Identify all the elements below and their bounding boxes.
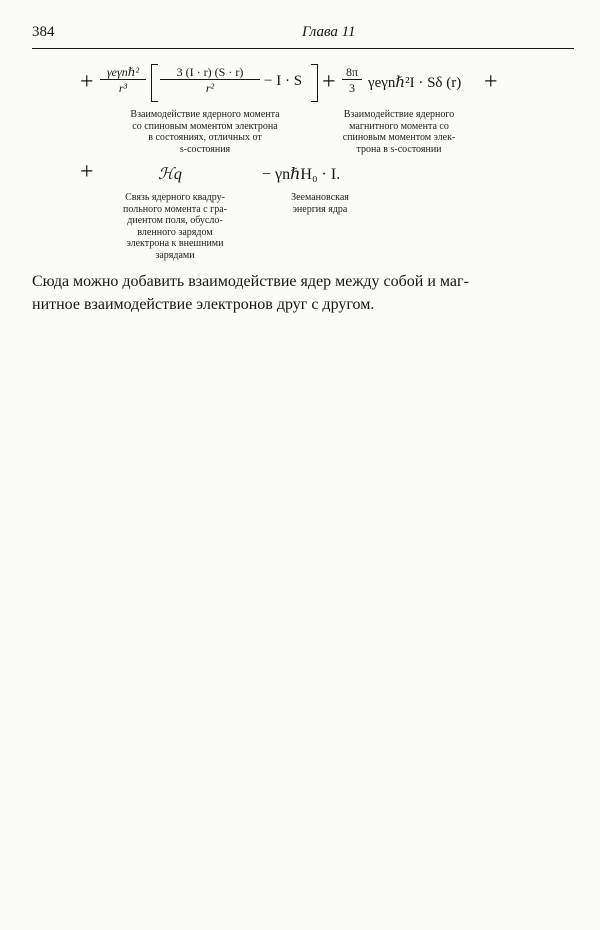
dipolar-fraction (160, 66, 260, 94)
quadrupole-term: ℋq (158, 166, 182, 183)
coupling-numerator: γeγnℏ² (100, 66, 146, 80)
caption-contact: Взаимодействие ядерного магнитного момента со спиновым моментом элек- трона в s-состоянии (342, 109, 456, 155)
caption-dipolar: Взаимодействие ядерного момента со спиновым моментом электрона в состояниях, отличных от s-состояния (130, 109, 280, 155)
contact-fraction (342, 66, 362, 94)
caption-zeeman: Зеемановская энергия ядра (291, 192, 349, 215)
page-number: 384 (32, 24, 55, 40)
plus-sign: + (80, 159, 94, 185)
body-paragraph: Сюда можно добавить взаимодействие ядер между собой и маг- нитное взаимодействие электронов друг с другом. (32, 273, 469, 313)
dipolar-numerator: 3 (I · r) (S · r) (160, 66, 260, 80)
chapter-title: Глава 11 (302, 24, 356, 40)
zeeman-term: − γnℏH₀ · I. (262, 166, 341, 183)
caption-quadrupole: Связь ядерного квадру- польного момента с гра- диентом поля, обусло- вленного зарядом электрона к внешними зарядами (123, 192, 227, 261)
left-bracket (151, 64, 158, 102)
spin-product-term: − I · S (264, 73, 303, 89)
contact-denominator: 3 (349, 81, 355, 95)
dipolar-denominator: r² (205, 81, 215, 95)
contact-term: γeγnℏ²I · Sδ (r) (368, 75, 462, 91)
plus-sign: + (80, 69, 94, 95)
plus-sign: + (322, 69, 336, 95)
page-header (32, 22, 574, 49)
coupling-denominator: r³ (118, 81, 128, 95)
coupling-fraction (100, 66, 146, 94)
plus-sign: + (484, 69, 498, 95)
contact-numerator: 8π (342, 66, 362, 80)
right-bracket (311, 64, 318, 102)
